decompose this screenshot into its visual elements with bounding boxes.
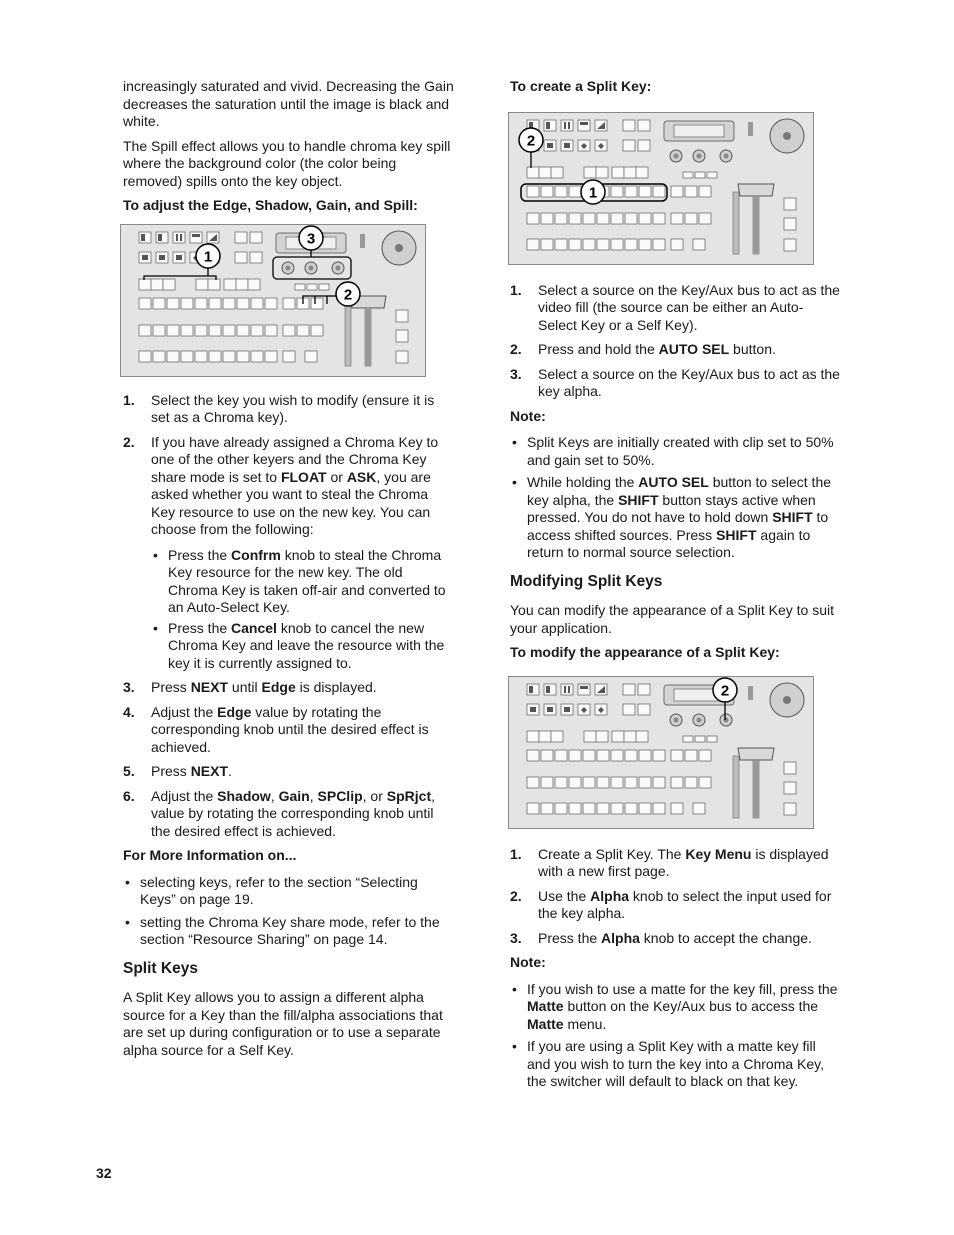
step-5: 5. Press NEXT. <box>123 763 232 779</box>
step-1: 1. Select a source on the Key/Aux bus to act as the video fill (the source can be either an Auto-Select Key or a Self Key). <box>510 281 840 333</box>
more-info-title: For More Information on... <box>123 847 297 863</box>
step-2: 2. If you have already assigned a Chroma Key to one of the other keyers and the Chroma Key share mode is set to FLOAT or ASK, you are asked whether you want to steal the Chroma Key resource to use on the new key. You can choose from the following: • Press the Confrm knob to steal the Chroma Key resource for the new key. The old Chroma Key is taken off-air and converted to an Auto-Select Key. • Press the Cancel knob to cancel the new Chroma Key and leave the resource with the key it is currently assigned to. <box>123 434 455 673</box>
adjust-steps <box>123 392 455 841</box>
callout-2 <box>336 282 360 306</box>
step-3: 3. Press the Alpha knob to accept the change. <box>510 929 812 946</box>
panel-figure-create <box>508 112 842 268</box>
note-item: • If you are using a Split Key with a matte key fill and you wish to turn the key into a Chroma Key, the switcher will default to black on that key. <box>510 1038 842 1091</box>
option-confrm: • Press the Confrm knob to steal the Chroma Key resource for the new key. The old Chroma Key is taken off-air and converted to an Auto-Select Key. <box>151 547 455 617</box>
panel-figure-modify <box>508 676 842 832</box>
steal-options <box>151 547 455 673</box>
intro-paragraph-2: The Spill effect allows you to handle chroma key spill where the background color (the color being removed) spills onto the key object. <box>123 137 451 189</box>
modify-steps <box>510 846 842 948</box>
create-steps <box>510 282 842 401</box>
procedure-title-modify: To modify the appearance of a Split Key: <box>510 644 780 660</box>
svg-text:1: 1 <box>588 184 598 201</box>
control-panel-illustration <box>508 112 816 268</box>
left-column <box>123 78 455 1066</box>
step-3: 3. Press NEXT until Edge is displayed. <box>123 679 377 695</box>
step-1: 1. Select the key you wish to modify (ensure it is set as a Chroma key). <box>123 391 435 425</box>
control-panel-illustration <box>120 224 428 380</box>
callout-1 <box>196 244 220 268</box>
step-4: 4. Adjust the Edge value by rotating the corresponding knob until the desired effect is achieved. <box>123 703 429 755</box>
procedure-title-create: To create a Split Key: <box>510 78 652 94</box>
section-heading-modifying: Modifying Split Keys <box>510 572 663 590</box>
page-number: 32 <box>96 1165 112 1181</box>
note-item: • Split Keys are initially created with clip set to 50% and gain set to 50%. <box>510 434 842 469</box>
svg-text:3: 3 <box>306 230 316 247</box>
svg-text:1: 1 <box>203 248 213 265</box>
more-info-item: • setting the Chroma Key share mode, refer to the section “Resource Sharing” on page 14. <box>123 914 455 949</box>
modifying-body: You can modify the appearance of a Split Key to suit your application. <box>510 602 835 636</box>
note-label: Note: <box>510 954 546 970</box>
more-info-item: • selecting keys, refer to the section “Selecting Keys” on page 19. <box>123 874 455 909</box>
split-keys-body: A Split Key allows you to assign a different alpha source for a Key than the fill/alpha associations that are set up during configuration or to use a separate alpha source for a Self Key. <box>123 989 443 1058</box>
step-6: 6. Adjust the Shadow, Gain, SPClip, or SpRjct, value by rotating the corresponding knob until the desired effect is achieved. <box>123 787 435 839</box>
note-list <box>510 434 842 562</box>
panel-figure-chroma <box>120 224 455 380</box>
callout-3 <box>299 226 323 250</box>
note-list <box>510 981 842 1091</box>
more-info-list <box>123 874 455 949</box>
note-item: • If you wish to use a matte for the key fill, press the Matte button on the Key/Aux bus to access the Matte menu. <box>510 981 842 1034</box>
callout-2 <box>519 128 543 152</box>
svg-text:2: 2 <box>343 286 353 303</box>
callout-2 <box>713 678 737 702</box>
step-2: 2. Press and hold the AUTO SEL button. <box>510 341 776 357</box>
option-cancel: • Press the Cancel knob to cancel the new Chroma Key and leave the resource with the key it is currently assigned to. <box>151 620 455 673</box>
note-item: • While holding the AUTO SEL button to select the key alpha, the SHIFT button stays active when pressed. You do not have to hold down SHIFT to access shifted sources. Press SHIFT again to return to normal source selection. <box>510 474 842 562</box>
svg-text:2: 2 <box>720 682 730 699</box>
step-2: 2. Use the Alpha knob to select the input used for the key alpha. <box>510 887 832 921</box>
control-panel-illustration <box>508 676 816 832</box>
right-column <box>510 78 842 1098</box>
intro-paragraph-1: increasingly saturated and vivid. Decreasing the Gain decreases the saturation until the image is black and white. <box>123 78 454 129</box>
procedure-title-adjust: To adjust the Edge, Shadow, Gain, and Spill: <box>123 197 418 213</box>
callout-1 <box>581 180 605 204</box>
section-heading-split-keys: Split Keys <box>123 959 198 977</box>
step-1: 1. Create a Split Key. The Key Menu is displayed with a new first page. <box>510 845 829 879</box>
step-3: 3. Select a source on the Key/Aux bus to act as the key alpha. <box>510 365 840 399</box>
svg-text:2: 2 <box>526 132 536 149</box>
note-label: Note: <box>510 407 546 424</box>
